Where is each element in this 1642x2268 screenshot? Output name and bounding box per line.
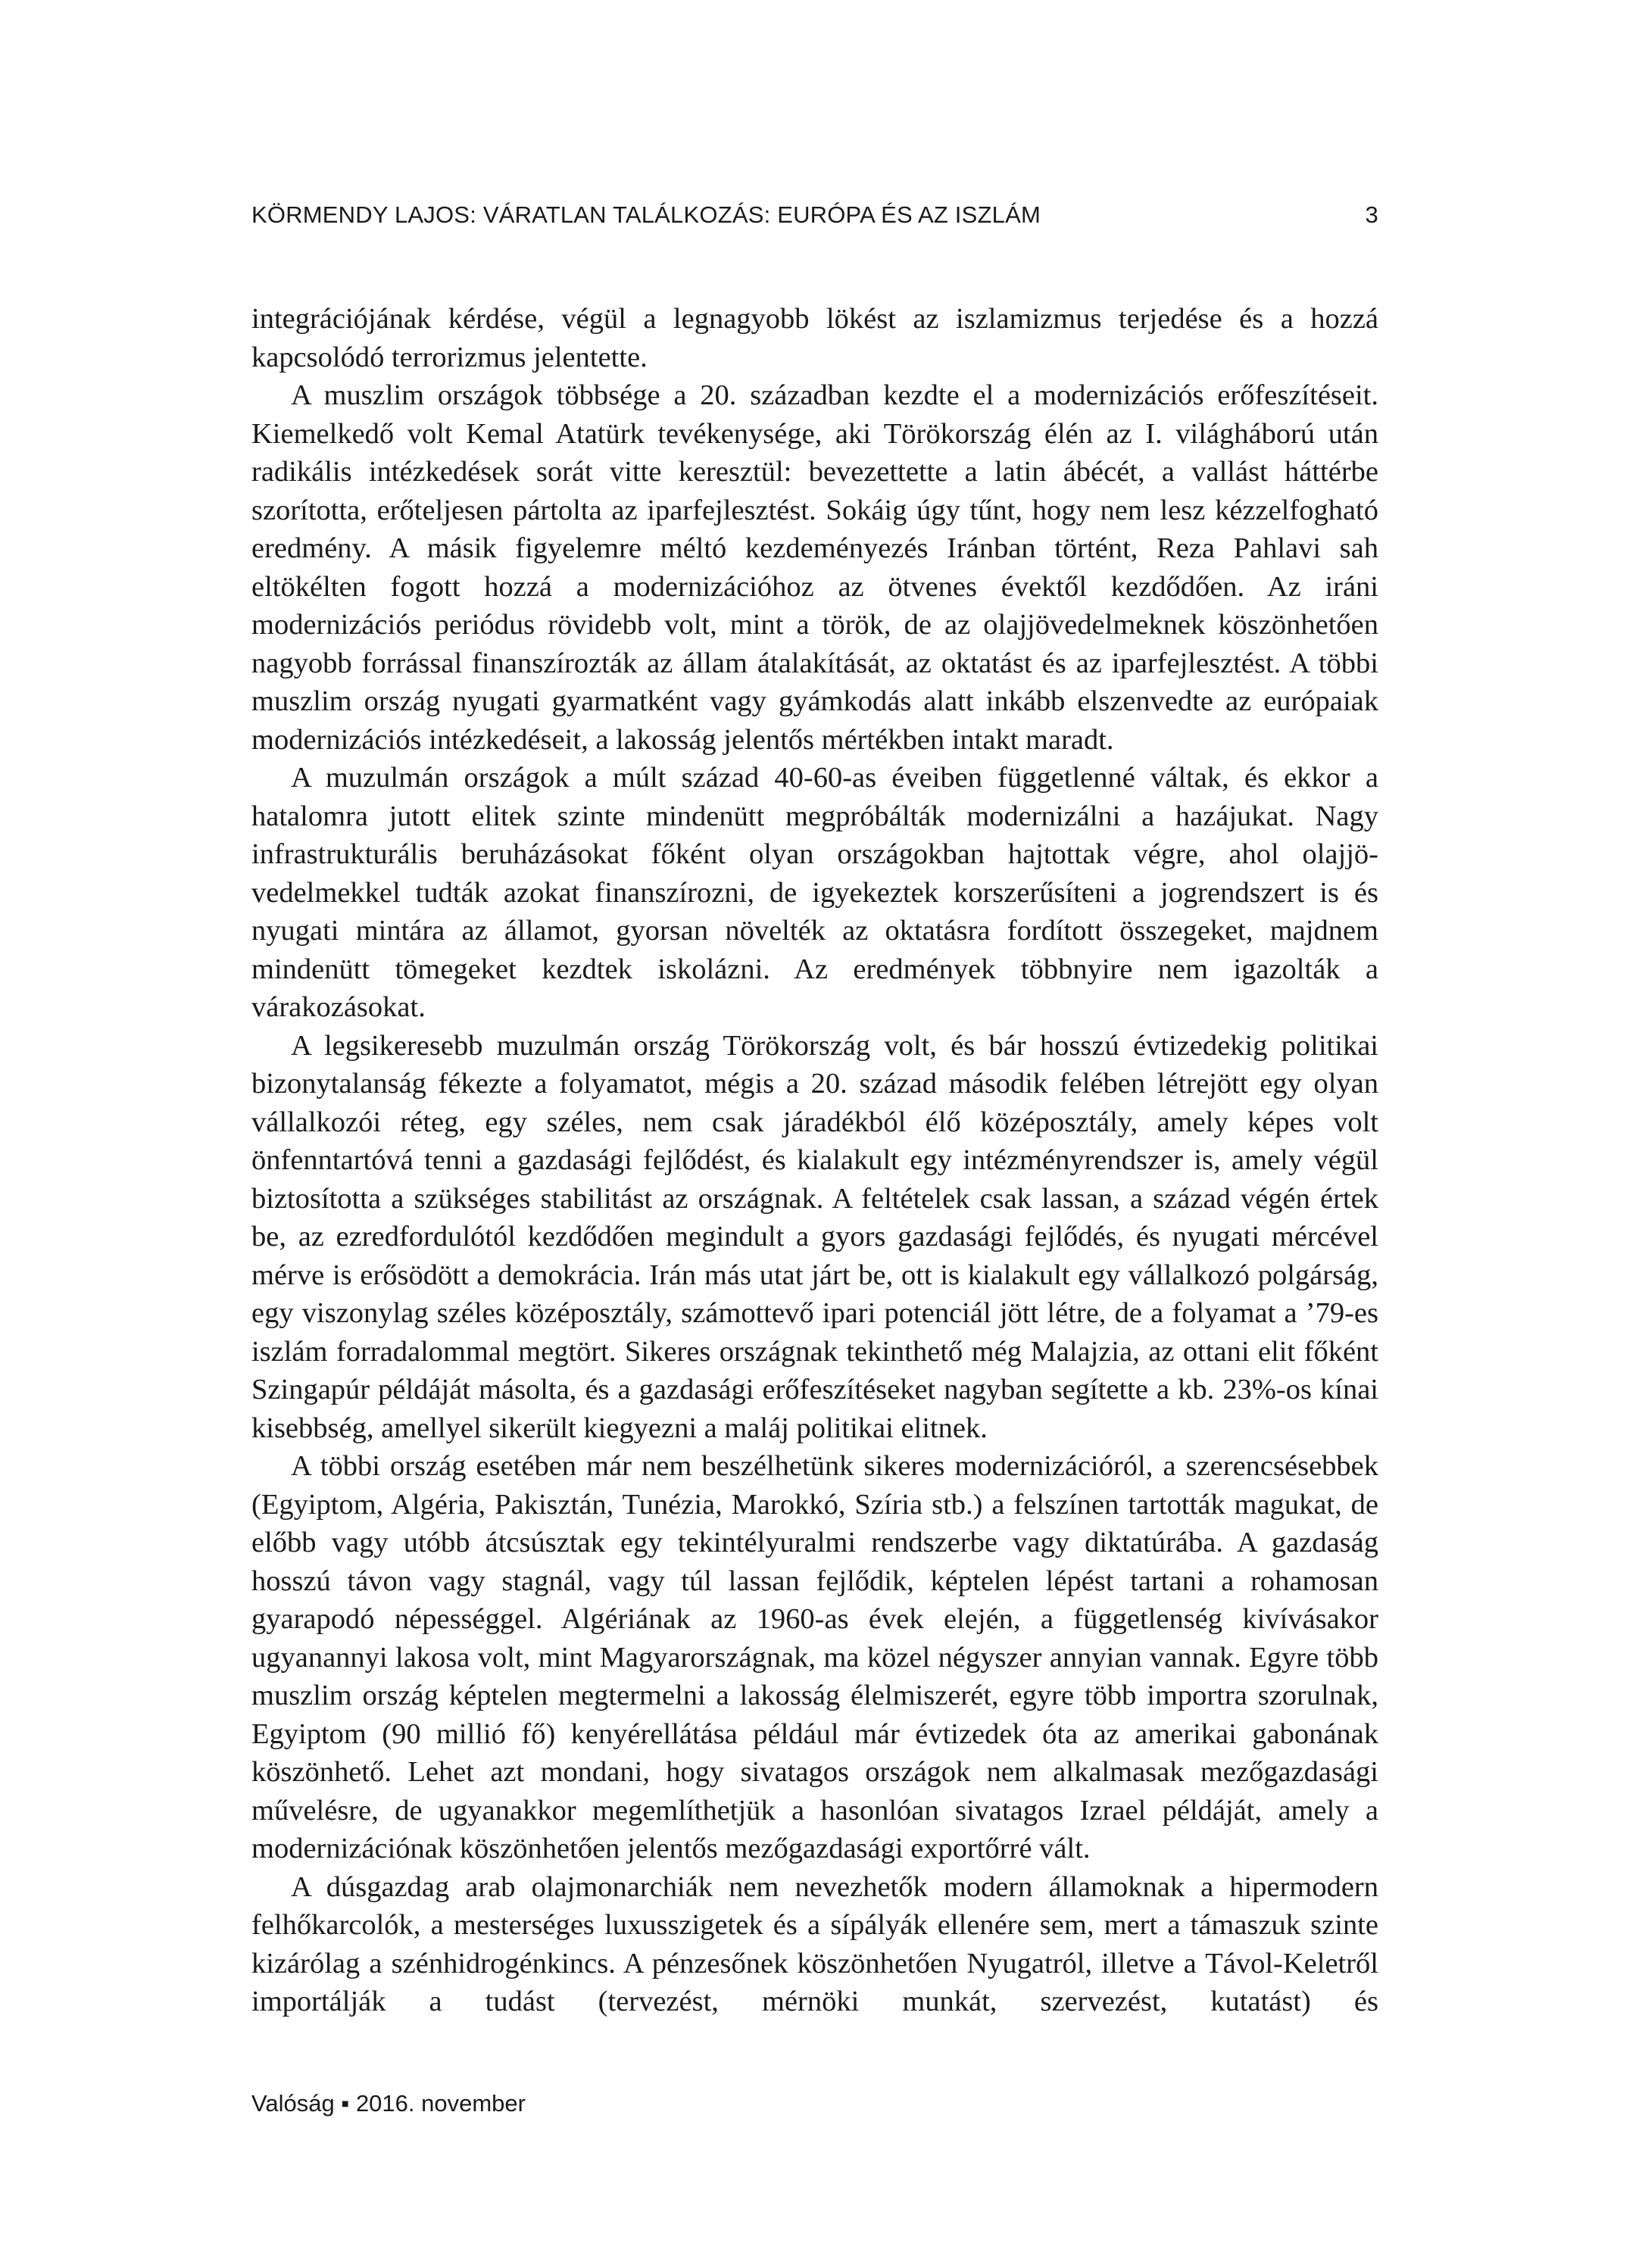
paragraph: A legsikeresebb muzulmán ország Törökország volt, és bár hosszú évtizedekig politikai bizonytalanság fékezte a folyamatot, mégis a 20. század második felében létrejött egy olyan vállalkozói réteg, egy széles, nem csak járadékból élő középosztály, amely képes volt önfenntartóvá tenni a gazdasági fejlődést, és kialakult egy intézményrendszer is, amely végül biztosította a szükséges stabilitást az országnak. A feltételek csak lassan, a század végén értek be, az ezredfordulótól kezdődően megindult a gyors gazdasági fejlődés, és nyugati mércével mérve is erősödött a demokrácia. Irán más utat járt be, ott is kialakult egy vállalkozó polgárság, egy viszonylag széles középosztály, számottevő ipari potenciál jött létre, de a folyamat a ’79-es iszlám forradalommal megtört. Sikeres országnak tekinthető még Malajzia, az ottani elit főként Szingapúr példáját másolta, és a gazdasági erőfeszítéseket nagyban segítette a kb. 23%-os kínai kisebbség, amellyel sikerült kiegyezni a maláj politikai elitnek. <box>251 1029 1378 1444</box>
running-head <box>251 200 1378 230</box>
article-body <box>251 300 1378 2021</box>
paragraph: A dúsgazdag arab olajmonarchiák nem nevezhetők modern államoknak a hipermodern felhőkarcolók, a mesterséges luxusszigetek és a sípályák ellenére sem, mert a támaszuk szinte kizárólag a szénhidrogénkincs. A pénzesőnek köszönhetően Nyugatról, illetve a Távol-Keletről importálják a tudást (tervezést, mérnöki munkát, szervezést, kutatást) és <box>251 1870 1378 2017</box>
paragraph: A többi ország esetében már nem beszélhetünk sikeres modernizációról, a szerencsésebbek (Egyiptom, Algéria, Pakisztán, Tunézia, Marokkó, Szíria stb.) a felszínen tartották magukat, de előbb vagy utóbb átcsúsztak egy tekintélyuralmi rendszerbe vagy diktatúrába. A gazdaság hosszú távon vagy stagnál, vagy túl lassan fejlődik, képtelen lépést tartani a rohamosan gyarapodó népességgel. Algériának az 1960-as évek elején, a függetlenség kivívásakor ugyanannyi lakosa volt, mint Magyarországnak, ma közel négyszer annyian vannak. Egyre több muszlim ország képtelen megtermelni a lakosság élelmiszerét, egyre több importra szorulnak, Egyiptom (90 millió fő) kenyérellátása például már évtizedek óta az amerikai gabonának köszönhető. Lehet azt mondani, hogy sivatagos országok nem alkalmasak mezőgazdasági művelésre, de ugyanakkor megemlíthetjük a hasonlóan sivatagos Izrael példáját, amely a modernizációnak köszönhetően jelentős mezőgazdasági exportőrré vált. <box>251 1450 1378 1864</box>
paragraph: A muzulmán országok a múlt század 40-60-as éveiben függetlenné váltak, és ekkor a hatalomra jutott elitek szinte mindenütt megpróbálták modernizálni a hazájukat. Nagy infrastrukturális beruházásokat főként olyan országokban hajtottak végre, ahol olajjövedelmekkel tudták azokat finanszírozni, de igyekeztek korszerűsíteni a jogrendszert is és nyugati mintára az államot, gyorsan növelték az oktatásra fordított összegeket, majdnem mindenütt tömegeket kezdtek iskolázni. Az eredmények többnyire nem igazolták a várakozásokat. <box>251 762 1378 1023</box>
paragraph: A muszlim országok többsége a 20. században kezdte el a modernizációs erőfeszítéseit. Kiemelkedő volt Kemal Atatürk tevékenysége, aki Törökország élén az I. világháború után radikális intézkedések sorát vitte keresztül: bevezettette a latin ábécét, a vallást háttérbe szorította, erőteljesen pártolta az iparfejlesztést. Sokáig úgy tűnt, hogy nem lesz kézzelfogható eredmény. A másik figyelemre méltó kezdeményezés Iránban történt, Reza Pahlavi sah eltökélten fogott hozzá a modernizációhoz az ötvenes évektől kezdődően. Az iráni modernizációs periódus rövidebb volt, mint a török, de az olajjövedelmeknek köszönhetően nagyobb forrással finanszírozták az állam átalakítását, az oktatást és az iparfejlesztést. A többi muszlim ország nyugati gyarmatként vagy gyámkodás alatt inkább elszenvedte az európaiak modernizációs intézkedéseit, a lakosság jelentős mértékben intakt maradt. <box>251 379 1378 756</box>
paragraph-continued: integrációjának kérdése, végül a legnagyobb lökést az iszlamizmus terjedése és a hozzá kapcsolódó terrorizmus jelentette. <box>251 303 1378 373</box>
running-title: KÖRMENDY LAJOS: VÁRATLAN TALÁLKOZÁS: EURÓPA ÉS AZ ISZLÁM <box>251 201 1041 228</box>
page-number: 3 <box>1365 201 1378 228</box>
footer-journal-issue: Valóság ▪ 2016. november <box>251 2090 526 2117</box>
